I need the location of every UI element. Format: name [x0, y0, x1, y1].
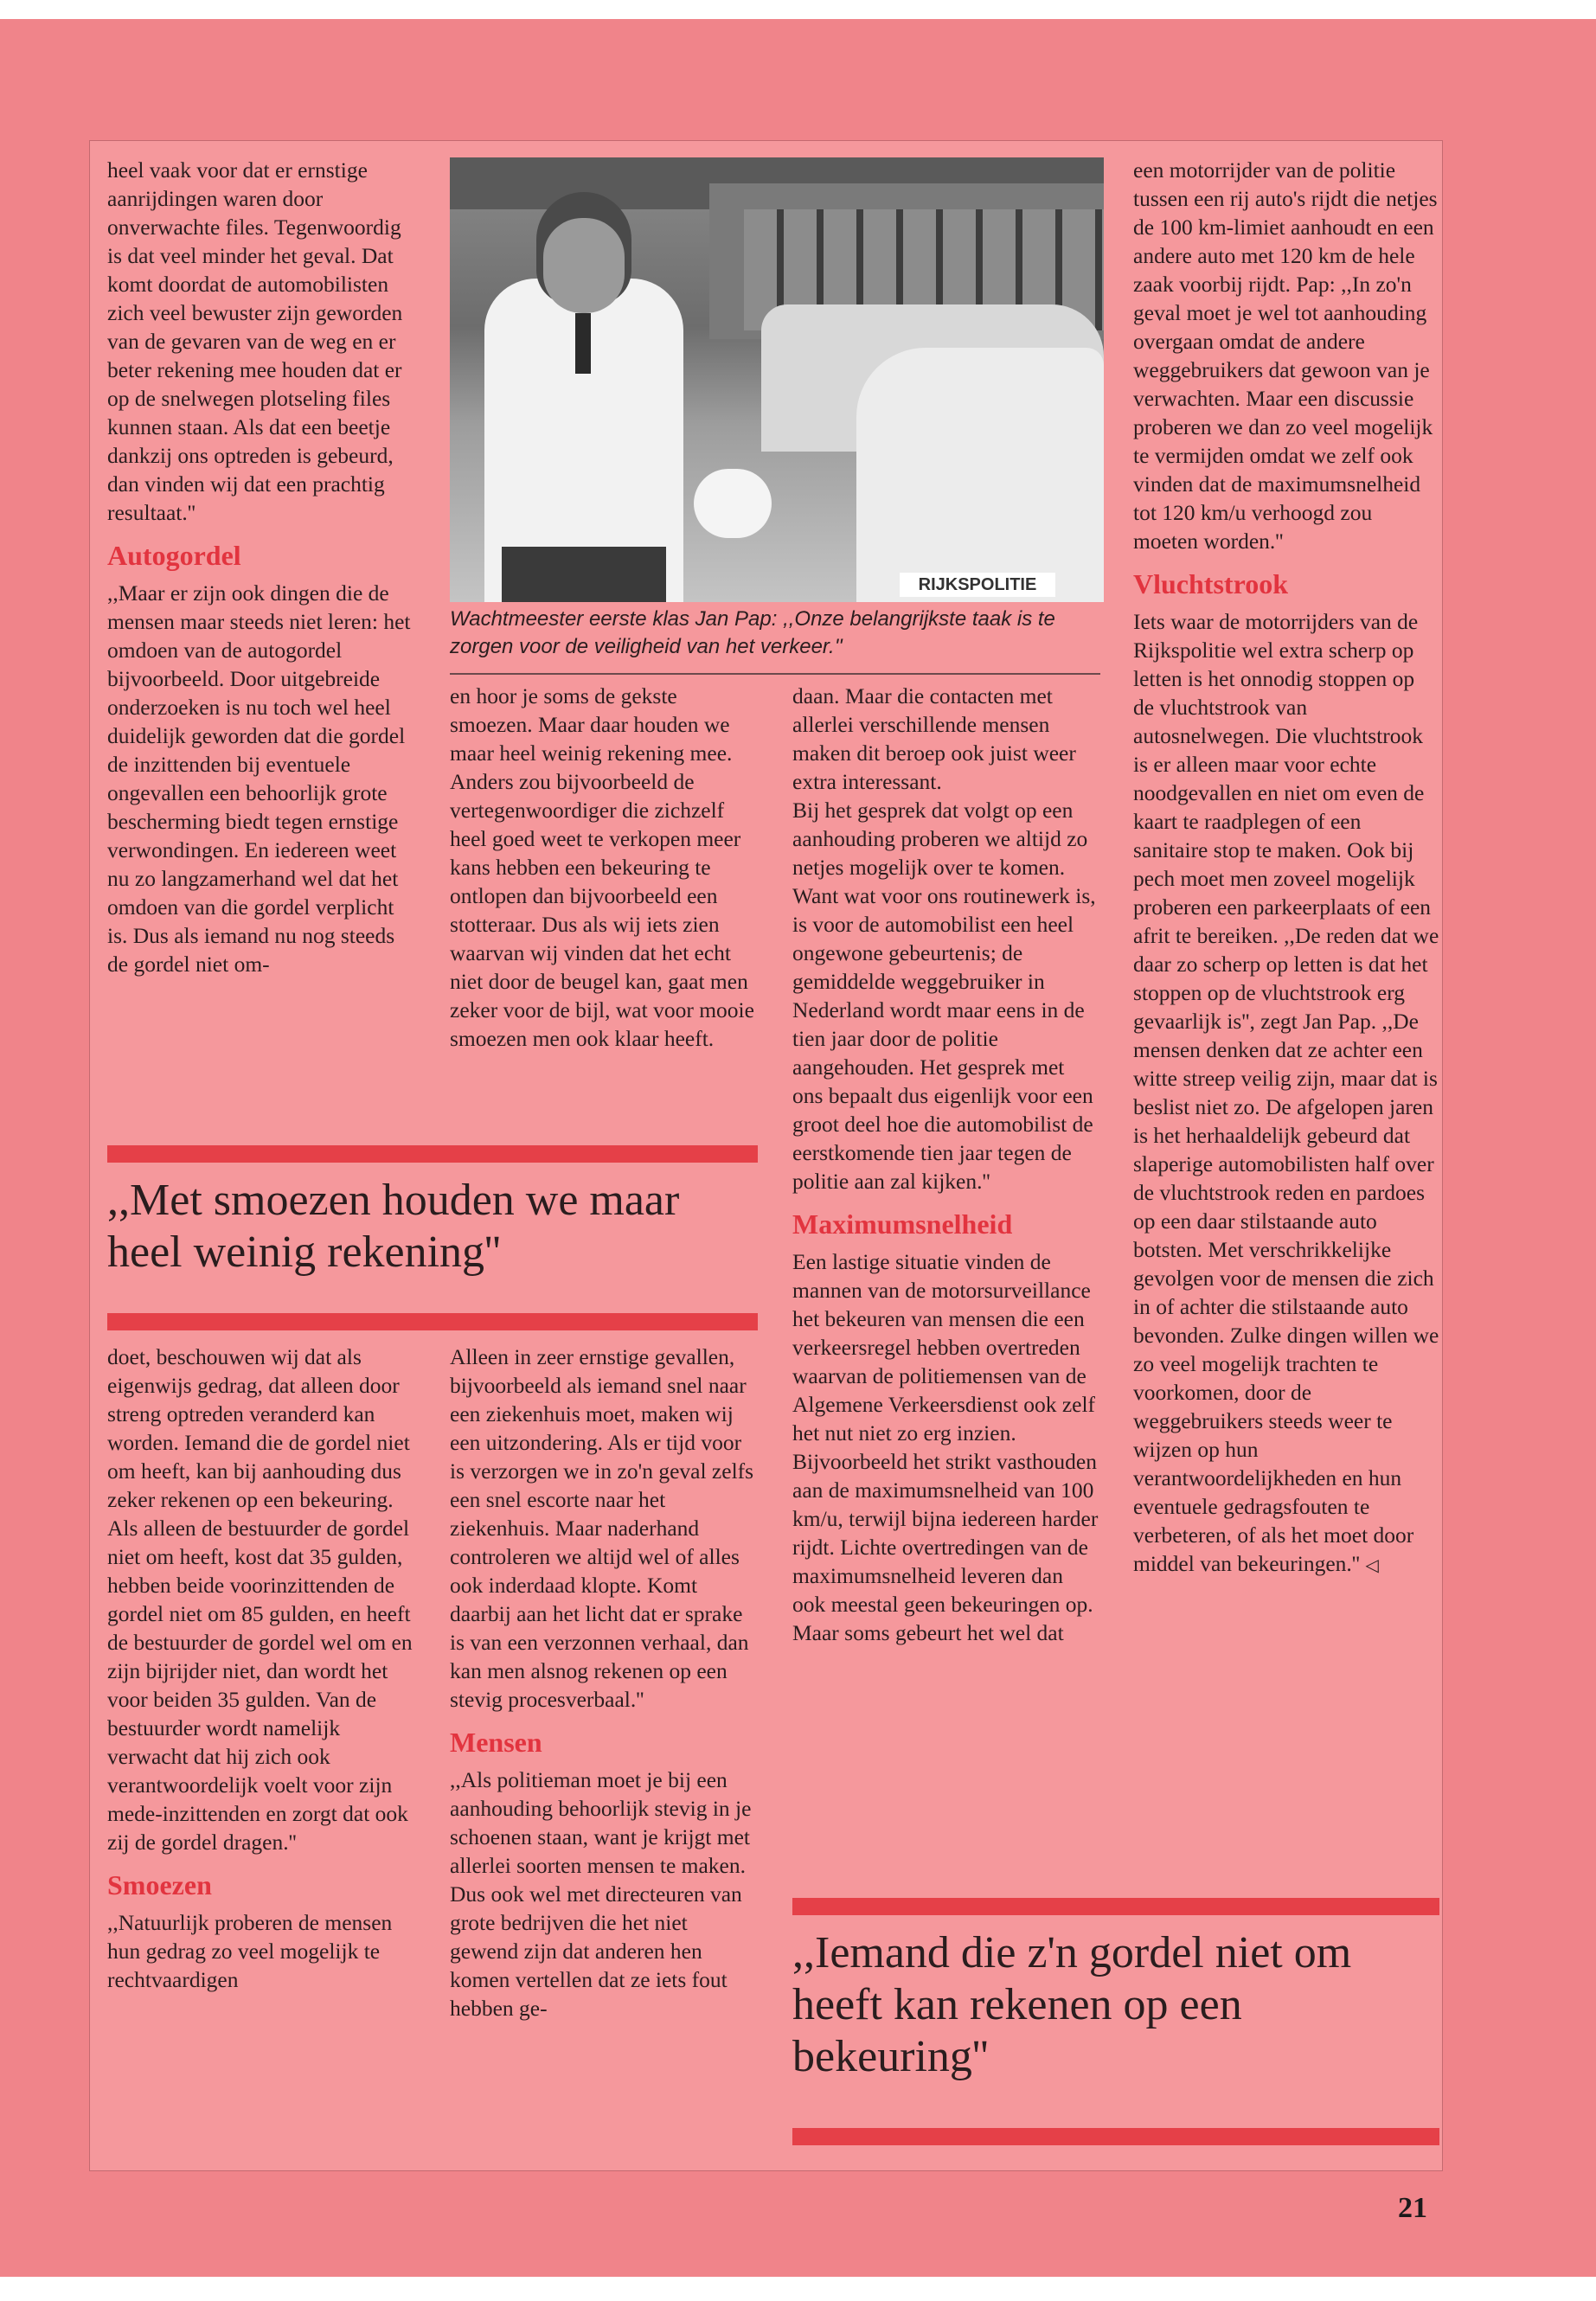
magazine-page	[0, 19, 1596, 2277]
pullquote-1: ,,Met smoezen houden we maar heel weinig rekening''	[107, 1176, 680, 1277]
heading-vluchtstrook: Vluchtstrook	[1133, 568, 1288, 599]
heading-maximumsnelheid: Maximumsnelheid	[792, 1208, 1013, 1240]
pullquote-1-top-bar	[107, 1145, 758, 1163]
col1-intro-text: heel vaak voor dat er ernstige aanrijdingen waren door onverwachte files. Tegenwoordig is dat veel minder het geval. Dat komt doordat de automobilisten zich veel bewuster zijn geworden van de gevaren van de weg en er beter rekening mee houden dat er op de snelwegen plotseling files kunnen staan. Als dat een beetje dankzij ons optreden is gebeurd, dan vinden wij dat een prachtig resultaat.''	[107, 157, 403, 525]
column-4	[1133, 156, 1440, 1894]
col1-autogordel-text: ,,Maar er zijn ook dingen die de mensen maar steeds niet leren: het omdoen van de autogordel bijvoorbeeld. Door uitgebreide onderzoeken is nu toch wel heel duidelijk geworden dat die gordel de inzittenden bij eventuele ongevallen een behoorlijk grote bescherming biedt tegen ernstige verwondingen. En iedereen weet nu zo langzamerhand wel dat het omdoen van die gordel verplicht is. Dus als iemand nu nog steeds de gordel niet om-	[107, 580, 411, 977]
pullquote-1-bottom-bar	[107, 1313, 758, 1330]
col3-gesprek-text: Bij het gesprek dat volgt op een aanhouding proberen we altijd zo netjes mogelijk over te komen. Want wat voor ons routinewerk is, is voor de automobilist een heel ongewone gebeurtenis; de gemiddelde weggebruiker in Nederland wordt maar eens in de tien jaar door de politie aangehouden. Het gesprek met ons bepaalt dus eigenlijk voor een groot deel hoe die automobilist de eerstkomende tien jaar tegen de politie aan zal kijken.''	[792, 798, 1096, 1194]
column-3	[792, 682, 1099, 1893]
photo-caption: Wachtmeester eerste klas Jan Pap: ,,Onze belangrijkste taak is te zorgen voor de veiligheid van het verkeer.''	[450, 607, 1055, 658]
col3-contact-text: daan. Maar die contacten met allerlei verschillende mensen maken dit beroep ook juist weer extra interessant.	[792, 683, 1076, 794]
heading-mensen: Mensen	[450, 1727, 542, 1758]
end-mark-icon: ◁	[1365, 1554, 1379, 1575]
column-1-top	[107, 156, 419, 1133]
rijkspolitie-sign: RIJKSPOLITIE	[900, 573, 1055, 597]
heading-autogordel: Autogordel	[107, 540, 241, 571]
pullquote-2: ,,Iemand die z'n gordel niet om heeft kan rekenen op een bekeuring''	[792, 1928, 1352, 2081]
heading-smoezen: Smoezen	[107, 1869, 212, 1900]
col1-smoezen-text: ,,Natuurlijk proberen de mensen hun gedrag zo veel mogelijk te rechtvaardigen	[107, 1910, 393, 1992]
col1-gordel-text: doet, beschouwen wij dat als eigenwijs gedrag, dat alleen door streng optreden veranderd kan worden. Iemand die de gordel niet om heeft, kan bij aanhouding dus zeker rekenen op een bekeuring. Als alleen de bestuurder de gordel niet om heeft, kost dat 35 gulden, hebben beide voorinzittenden de gordel niet om 85 gulden, en heeft de bestuurder de gordel wel om en zijn bijrijder niet, dan wordt het voor beiden 35 gulden. Van de bestuurder wordt namelijk verwacht dat hij zich ook verantwoordelijk voelt voor zijn mede-inzittenden en zorgt dat ook zij de gordel dragen.''	[107, 1344, 413, 1855]
pullquote-2-top-bar	[792, 1898, 1439, 1915]
col3-maximumsnelheid-text: Een lastige situatie vinden de mannen van de motorsurveillance het bekeuren van mensen die een verkeersregel hebben overtreden waarvan de politiemensen van de Algemene Verkeersdienst ook zelf het nut niet zo erg inzien. Bijvoorbeeld het strikt vasthouden aan de maximumsnelheid van 100 km/u, terwijl bijna iedereen harder rijdt. Lichte overtredingen van de maximumsnelheid leveren dan ook meestal geen bekeuringen op. Maar soms gebeurt het wel dat	[792, 1249, 1099, 1645]
page-number: 21	[1398, 2192, 1427, 2224]
col2-mensen-text: ,,Als politieman moet je bij een aanhouding behoorlijk stevig in je schoenen staan, want je krijgt met allerlei soorten mensen te maken. Dus ook wel met directeuren van grote bedrijven die het niet gewend zijn dat anderen hen komen vertellen dat ze iets fout hebben ge-	[450, 1767, 752, 2021]
column-2-bottom	[450, 1343, 757, 2163]
column-2-top	[450, 682, 757, 1140]
col4-vluchtstrook-text	[1133, 607, 1440, 1580]
col4-vluchtstrook-body: Iets waar de motorrijders van de Rijkspolitie wel extra scherp op letten is het onnodig stoppen op de vluchtstrook van autosnelwegen. Die vluchtstrook is er alleen maar voor echte noodgevallen en niet om even de kaart te raadplegen of een sanitaire stop te maken. Ook bij pech moet men zoveel mogelijk proberen een parkeerplaats of een afrit te bereiken. ,,De reden dat we daar zo scherp op letten is dat het stoppen op de vluchtstrook erg gevaarlijk is'', zegt Jan Pap. ,,De mensen denken dat ze achter een witte streep veilig zijn, maar dat is beslist niet zo. De afgelopen jaren is het herhaaldelijk gebeurd dat slaperige automobilisten half over de vluchtstrook reden en pardoes op een daar stilstaande auto botsten. Met verschrikkelijke gevolgen voor de mensen die zich in of achter die stilstaande auto bevonden. Zulke dingen willen we zo veel mogelijk trachten te voorkomen, door de weggebruikers steeds weer te wijzen op hun verantwoordelijkheden en hun eventuele gedragsfouten te verbeteren, of als het moet door middel van bekeuringen.''	[1133, 609, 1439, 1576]
pullquote-2-bottom-bar	[792, 2128, 1439, 2145]
col2-smoezen-text: en hoor je soms de gekste smoezen. Maar daar houden we maar heel weinig rekening mee. Anders zou bijvoorbeeld de vertegenwoordiger die zichzelf heel goed weet te verkopen meer kans hebben een bekeuring te ontlopen dan bijvoorbeeld een stotteraar. Dus als wij iets zien waarvan wij vinden dat het echt niet door de beugel kan, gaat men zeker voor de bijl, wat voor mooie smoezen men ook klaar heeft.	[450, 683, 754, 1051]
caption-divider	[450, 673, 1100, 675]
col2-uitzondering-text: Alleen in zeer ernstige gevallen, bijvoorbeeld als iemand snel naar een ziekenhuis moet, maken wij een uitzondering. Als er tijd voor is verzorgen we in zo'n geval zelfs een snel escorte naar het ziekenhuis. Maar naderhand controleren we altijd wel of alles ook inderdaad klopte. Komt daarbij aan het licht dat er sprake is van een verzonnen verhaal, dan kan men alsnog rekenen op een stevig procesverbaal.''	[450, 1344, 754, 1712]
col4-intro-text: een motorrijder van de politie tussen een rij auto's rijdt die netjes de 100 km-limiet aanhoudt en een andere auto met 120 km de hele zaak voorbij rijdt. Pap: ,,In zo'n geval moet je wel tot aanhouding overgaan omdat de andere weggebruikers dat gewoon van je verwachten. Maar een discussie proberen we dan zo veel mogelijk te vermijden omdat we zelf ook vinden dat de maximumsnelheid tot 120 km/u verhoogd zou moeten worden.''	[1133, 157, 1438, 554]
article-photo	[450, 157, 1104, 602]
column-1-bottom	[107, 1343, 419, 2163]
